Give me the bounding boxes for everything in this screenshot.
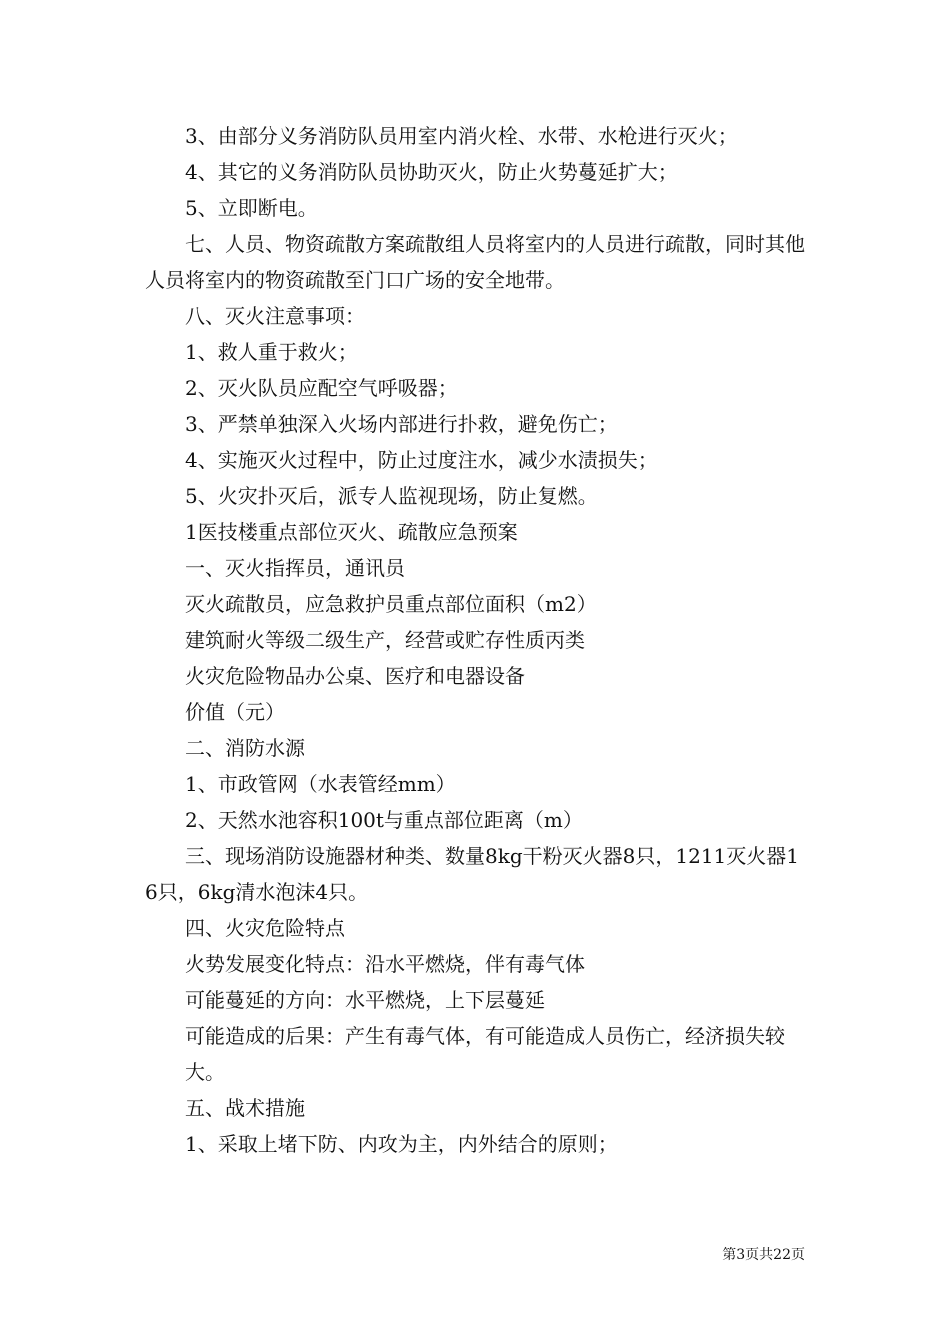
paragraph: 1、市政管网（水表管经mm） — [185, 772, 456, 796]
paragraph: 火势发展变化特点：沿水平燃烧，伴有毒气体 — [185, 952, 585, 976]
paragraph: 灭火疏散员，应急救护员重点部位面积（m2） — [185, 592, 597, 616]
paragraph: 3、严禁单独深入火场内部进行扑救，避免伤亡； — [185, 412, 618, 436]
paragraph: 大。 — [185, 1060, 225, 1084]
paragraph: 四、火灾危险特点 — [185, 916, 345, 940]
paragraph: 5、立即断电。 — [185, 196, 318, 220]
paragraph: 火灾危险物品办公桌、医疗和电器设备 — [185, 664, 525, 688]
paragraph: 1、救人重于救火； — [185, 340, 358, 364]
paragraph: 1、采取上堵下防、内攻为主，内外结合的原则； — [185, 1132, 618, 1156]
paragraph: 可能造成的后果：产生有毒气体，有可能造成人员伤亡，经济损失较 — [185, 1024, 785, 1048]
paragraph: 4、其它的义务消防队员协助灭火，防止火势蔓延扩大； — [185, 160, 678, 184]
paragraph: 5、火灾扑灭后，派专人监视现场，防止复燃。 — [185, 484, 598, 508]
paragraph: 一、灭火指挥员，通讯员 — [185, 556, 405, 580]
paragraph: 五、战术措施 — [185, 1096, 305, 1120]
paragraph: 建筑耐火等级二级生产，经营或贮存性质丙类 — [185, 628, 585, 652]
paragraph: 三、现场消防设施器材种类、数量8kg干粉灭火器8只，1211灭火器16只，6kg清水泡沫4只。 — [145, 844, 799, 904]
paragraph: 二、消防水源 — [185, 736, 305, 760]
paragraph: 2、灭火队员应配空气呼吸器； — [185, 376, 458, 400]
paragraph: 3、由部分义务消防队员用室内消火栓、水带、水枪进行灭火； — [185, 124, 738, 148]
document-body — [145, 118, 810, 1162]
paragraph: 七、人员、物资疏散方案疏散组人员将室内的人员进行疏散，同时其他人员将室内的物资疏散至门口广场的安全地带。 — [145, 232, 805, 292]
paragraph: 2、天然水池容积100t与重点部位距离（m） — [185, 808, 583, 832]
paragraph: 价值（元） — [185, 700, 285, 724]
paragraph: 八、灭火注意事项： — [185, 304, 365, 328]
page-number: 第3页共22页 — [722, 1247, 805, 1263]
paragraph: 可能蔓延的方向：水平燃烧，上下层蔓延 — [185, 988, 545, 1012]
section-title: 1医技楼重点部位灭火、疏散应急预案 — [185, 520, 518, 544]
paragraph: 4、实施灭火过程中，防止过度注水，减少水渍损失； — [185, 448, 658, 472]
